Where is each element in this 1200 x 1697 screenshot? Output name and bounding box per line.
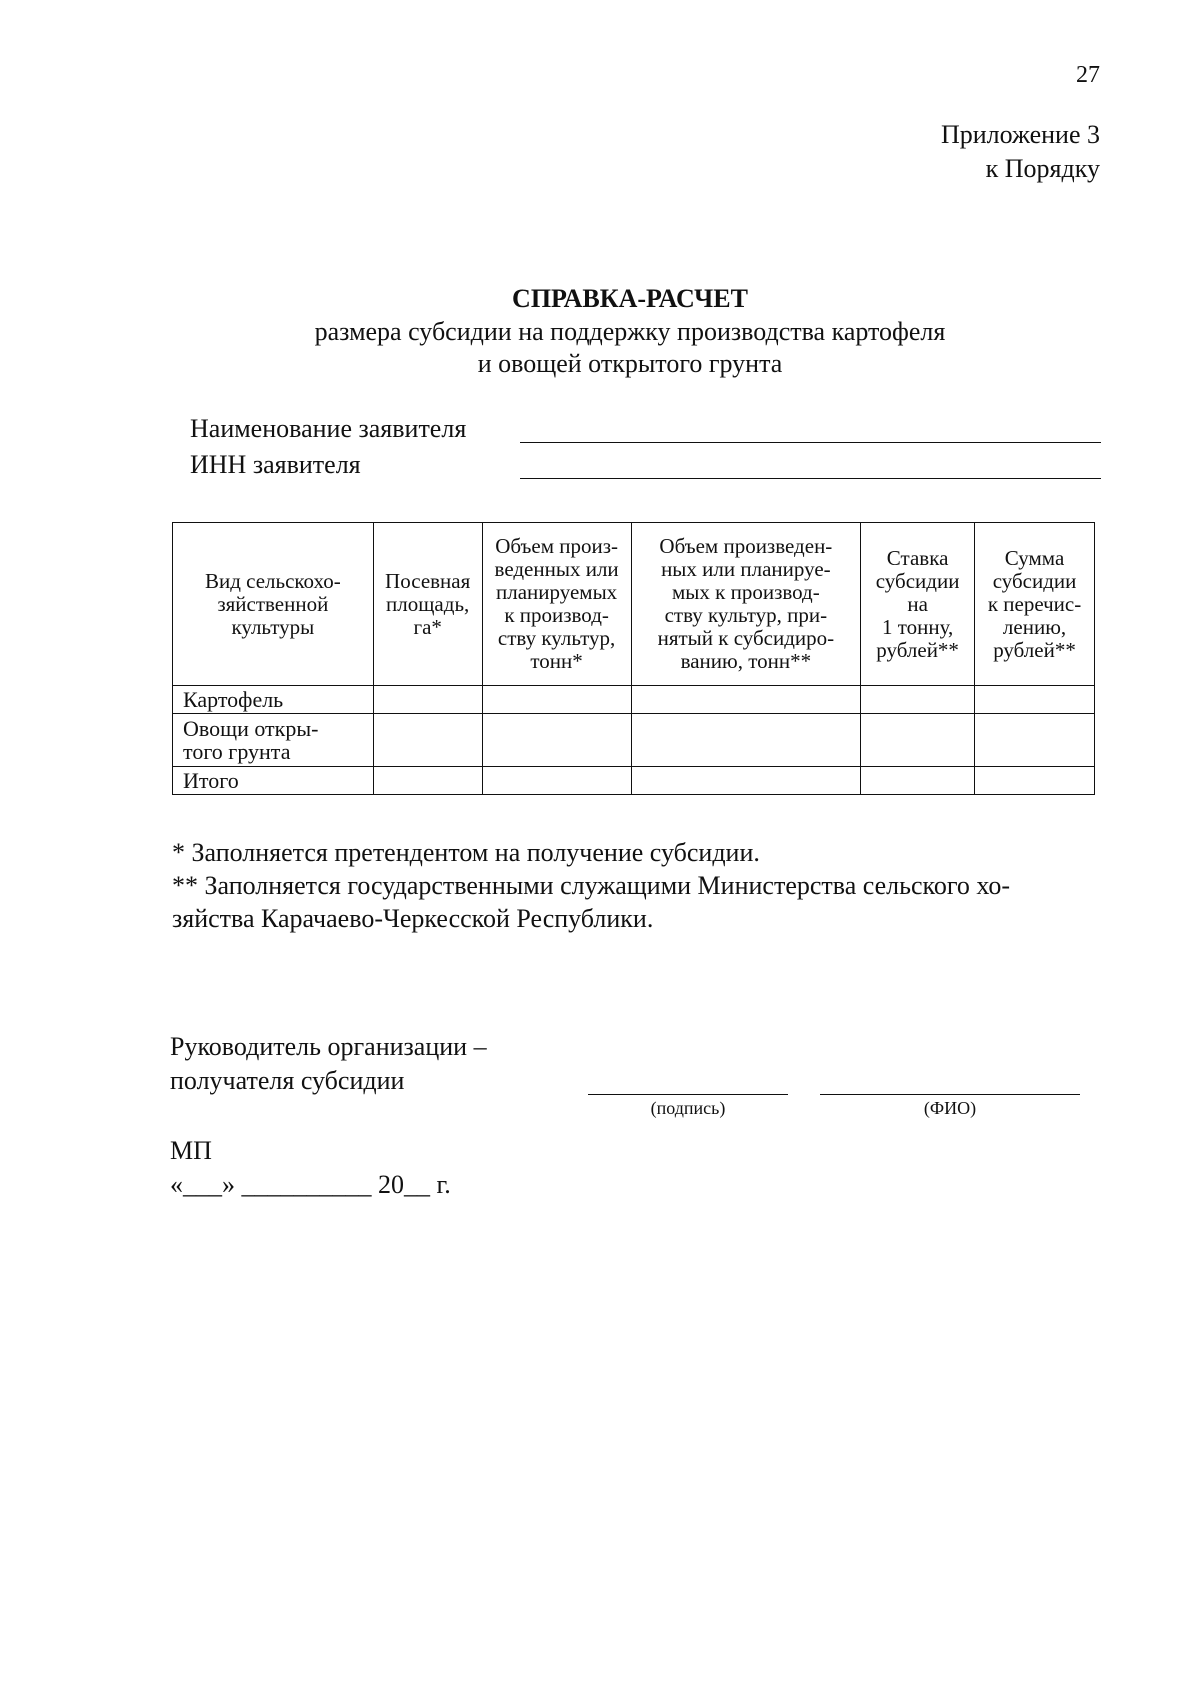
signature-field[interactable] <box>588 1094 788 1095</box>
full-name-caption: (ФИО) <box>923 1098 977 1118</box>
full-name-field[interactable] <box>820 1094 1080 1095</box>
column-header-subsidy-amount <box>975 523 1095 686</box>
header-text-line: к перечис- <box>987 591 1082 616</box>
appendix-line-1: Приложение 3 <box>940 120 1100 149</box>
header-text-line: Сумма <box>1004 545 1065 570</box>
cell-potato-planned-volume[interactable] <box>482 686 631 714</box>
signer-title <box>170 1030 487 1098</box>
table-row-potato <box>173 686 1095 714</box>
header-text-line: ству культур, <box>497 626 616 650</box>
table-header-row <box>173 523 1095 686</box>
cell-vegetables-subsidy-amount[interactable] <box>975 714 1095 767</box>
header-text-line: рублей** <box>876 637 959 662</box>
applicant-inn-field[interactable] <box>520 478 1101 479</box>
footnote-ministry-line-1: ** Заполняется государственными служащими Министерства сельского хо- <box>172 871 1011 900</box>
column-header-sown-area <box>373 523 482 686</box>
cell-total-planned-volume[interactable] <box>482 767 631 795</box>
signer-title-line-1: Руководитель организации – <box>170 1032 487 1061</box>
date-line: «___» __________ 20__ г. <box>170 1170 451 1199</box>
cell-potato-accepted-volume[interactable] <box>631 686 861 714</box>
column-header-crop-type <box>173 523 374 686</box>
header-text-line: к производ- <box>504 603 609 627</box>
cell-total-subsidy-amount[interactable] <box>975 767 1095 795</box>
cell-vegetables-sown-area[interactable] <box>373 714 482 767</box>
document-subtitle-line-2: и овощей открытого грунта <box>477 349 783 378</box>
header-text-line: субсидии <box>992 568 1077 593</box>
footnotes <box>172 836 1102 935</box>
header-text-line: Объем произ- <box>495 534 618 558</box>
header-text-line: Посевная <box>385 568 471 593</box>
appendix-line-2: к Порядку <box>985 154 1100 183</box>
row-label-potato: Картофель <box>173 686 374 714</box>
header-text-line: площадь, <box>386 591 470 616</box>
applicant-inn-label: ИНН заявителя <box>190 450 361 479</box>
header-text-line: тонн* <box>530 649 583 673</box>
cell-vegetables-rate-per-ton[interactable] <box>861 714 975 767</box>
cell-total-rate-per-ton[interactable] <box>861 767 975 795</box>
cell-potato-sown-area[interactable] <box>373 686 482 714</box>
stamp-place-label: МП <box>170 1136 212 1165</box>
cell-total-accepted-volume[interactable] <box>631 767 861 795</box>
cell-potato-rate-per-ton[interactable] <box>861 686 975 714</box>
header-text-line: ству культур, при- <box>664 603 828 627</box>
header-text-line: планируемых <box>496 580 618 604</box>
header-text-line: лению, <box>1002 614 1067 639</box>
applicant-name-row <box>190 412 1110 446</box>
cell-total-sown-area[interactable] <box>373 767 482 795</box>
header-text-line: Объем произведен- <box>659 534 833 558</box>
header-text-line: на <box>907 591 928 616</box>
document-subtitle-line-1: размера субсидии на поддержку производства картофеля <box>314 317 946 346</box>
applicant-inn-row <box>190 448 1110 482</box>
document-title: СПРАВКА-РАСЧЕТ <box>512 284 748 313</box>
header-text-line: культуры <box>231 614 315 639</box>
row-label-text-line: Овощи откры- <box>183 716 319 741</box>
applicant-name-field[interactable] <box>520 442 1101 443</box>
header-text-line: рублей** <box>993 637 1076 662</box>
column-header-rate-per-ton <box>861 523 975 686</box>
cell-vegetables-planned-volume[interactable] <box>482 714 631 767</box>
row-label-text-line: того грунта <box>183 739 291 764</box>
table-row-total <box>173 767 1095 795</box>
signer-title-line-2: получателя субсидии <box>170 1066 405 1095</box>
appendix-reference <box>800 118 1100 186</box>
cell-vegetables-accepted-volume[interactable] <box>631 714 861 767</box>
header-text-line: субсидии <box>875 568 960 593</box>
header-text-line: Вид сельскохо- <box>204 568 341 593</box>
header-text-line: ванию, тонн** <box>680 649 812 673</box>
header-text-line: нятый к субсидиро- <box>657 626 835 650</box>
header-text-line: га* <box>413 614 442 639</box>
column-header-accepted-volume <box>631 523 861 686</box>
row-label-vegetables <box>173 714 374 767</box>
header-text-line: зяйственной <box>217 591 329 616</box>
header-text-line: ных или планируе- <box>661 557 831 581</box>
cell-potato-subsidy-amount[interactable] <box>975 686 1095 714</box>
table-row-vegetables <box>173 714 1095 767</box>
header-text-line: 1 тонну, <box>881 614 954 639</box>
subsidy-calculation-table <box>172 522 1095 795</box>
row-label-total: Итого <box>173 767 374 795</box>
header-text-line: мых к производ- <box>672 580 820 604</box>
page-number: 27 <box>1076 62 1100 88</box>
header-text-line: веденных или <box>494 557 619 581</box>
header-text-line: Ставка <box>886 545 949 570</box>
footnote-ministry-line-2: зяйства Карачаево-Черкесской Республики. <box>172 904 654 933</box>
signature-caption: (подпись) <box>650 1098 726 1118</box>
document-title-block <box>180 282 1080 380</box>
footnote-applicant: * Заполняется претендентом на получение субсидии. <box>172 838 760 867</box>
applicant-name-label: Наименование заявителя <box>190 414 467 443</box>
column-header-planned-volume <box>482 523 631 686</box>
